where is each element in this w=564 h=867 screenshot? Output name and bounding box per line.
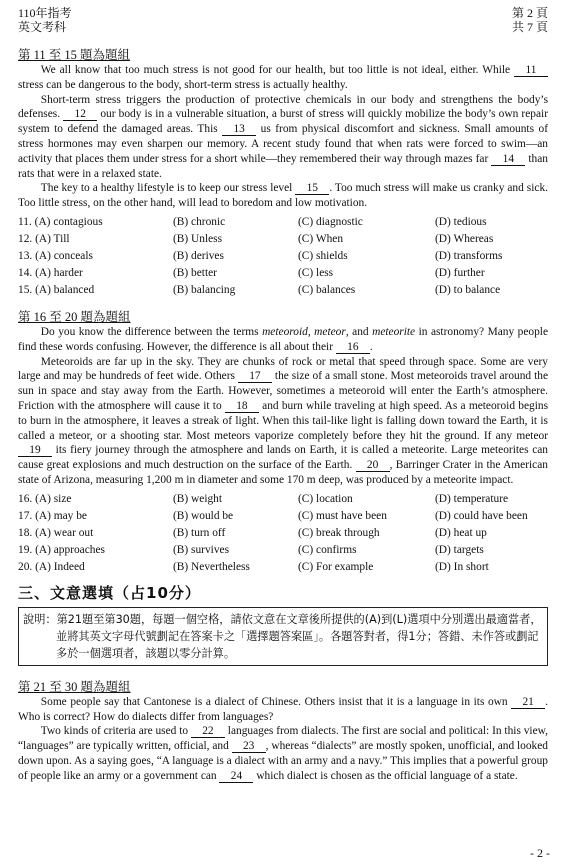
exam-year: 110年指考 (18, 6, 72, 20)
section-title: 三、文意選填（占10分） (18, 583, 201, 602)
option: (D) could have been (435, 509, 528, 522)
option: (B) turn off (173, 526, 226, 539)
option: (C) less (298, 266, 334, 279)
blank-17: 17 (238, 370, 272, 383)
exam-subject: 英文考科 (18, 20, 67, 34)
option-row-12 (18, 231, 548, 248)
option: (B) Unless (173, 232, 223, 245)
page-number: - 2 - (530, 846, 550, 860)
option: 20. (A) Indeed (18, 560, 85, 573)
option: (D) temperature (435, 492, 509, 505)
blank-22: 22 (191, 725, 225, 738)
blank-23: 23 (232, 740, 266, 753)
option: (C) diagnostic (298, 215, 363, 228)
page-total: 共 7 頁 (511, 20, 548, 34)
instruction-text: 第21題至第30題，每題一個空格，請依文意在文章後所提供的(A)到(L)選項中分別選出最適當者，並將其英文字母代號劃記在答案卡之「選擇題答案區」。各題答對者，得1分；答錯、未作答或劃記多於一個選項者，該題以零分計算。 (56, 612, 542, 660)
blank-13: 13 (222, 123, 256, 136)
option-row-11 (18, 214, 548, 231)
blank-18: 18 (225, 400, 259, 413)
option: (D) to balance (435, 283, 501, 296)
option: (B) weight (173, 492, 223, 505)
page-indicator: 第 2 頁 (511, 6, 548, 20)
option: (D) heat up (435, 526, 487, 539)
group-title-21-30: 第 21 至 30 題為題組 (18, 679, 131, 694)
option: 13. (A) conceals (18, 249, 93, 262)
blank-21: 21 (511, 696, 545, 709)
instruction-box (18, 607, 548, 666)
option-row-16 (18, 491, 548, 508)
option: (B) better (173, 266, 217, 279)
option: (D) transforms (435, 249, 503, 262)
option-row-15 (18, 282, 548, 299)
blank-14: 14 (491, 153, 525, 166)
passage-paragraph: We all know that too much stress is not good for our health, but too little is not ideal, either. While 11 stress can be dangerous to the body, short-term stress is actually healthy. (18, 63, 548, 93)
option: (C) shields (298, 249, 348, 262)
option: (D) further (435, 266, 485, 279)
option: (C) When (298, 232, 344, 245)
page-header (18, 6, 548, 34)
option-row-20 (18, 559, 548, 576)
option: 14. (A) harder (18, 266, 83, 279)
option: (B) Nevertheless (173, 560, 250, 573)
option: 12. (A) Till (18, 232, 70, 245)
passage-paragraph: Some people say that Cantonese is a dialect of Chinese. Others insist that it is a language in its own 21 . Who is correct? How do dialects differ from languages? (18, 695, 548, 723)
option: (C) balances (298, 283, 356, 296)
group-title-11-15: 第 11 至 15 題為題組 (18, 48, 131, 62)
instruction-label: 說明： (23, 612, 57, 626)
blank-15: 15 (295, 182, 329, 195)
blank-16: 16 (336, 341, 370, 354)
blank-11: 11 (514, 64, 548, 77)
passage-paragraph: Short-term stress triggers the production of protective chemicals in our body and strengthens the body’s defenses. 12 our body is in a vulnerable situation, a burst of stress will quickly mobilize the body’s own repair system to defend the damaged areas. This 13 us from physical discomfort and sickness. Small amounts of stress hormones may even sharpen our memory. A recent study found that when rats were forced to swim—an activity that places them under stress for a short while—they remembered their way through mazes far 14 than rats that were in a relaxed state. (18, 93, 548, 180)
passage-paragraph: Two kinds of criteria are used to 22 languages from dialects. The first are social and political: In this view, “languages” are typically written, official, and 23 , whereas “dialects” are mostly spoken, unofficial, and looked down upon. As a saying goes, “A language is a dialect with an army and a navy.” This implies that a powerful group of people like an army or a government can 24 which dialect is chosen as the official language of a state. (18, 725, 549, 782)
option: 11. (A) contagious (18, 215, 103, 228)
option: (C) location (298, 492, 353, 505)
option: (D) Whereas (435, 232, 494, 245)
option: (D) tedious (435, 215, 487, 228)
blank-19: 19 (18, 444, 52, 457)
option: 18. (A) wear out (18, 526, 94, 539)
passage-paragraph: Do you know the difference between the terms meteoroid, meteor, and meteorite in astronomy? Many people find these words confusing. However, the difference is all about their 16 . (18, 325, 548, 353)
option-row-17 (18, 508, 548, 525)
option: (C) confirms (298, 543, 357, 556)
passage-paragraph: Meteoroids are far up in the sky. They are chunks of rock or metal that speed through space. Some are very large and may be hundreds of feet wide. Others 17 the size of a small stone. Most meteoroids travel around the sun in space and stay away from the Earth. However, sometimes a meteoroid will enter the Earth’s atmosphere. Friction with the atmosphere will cause it to 18 and burn while traveling at high speed. As a meteoroid begins to burn in the atmosphere, it leaves a streak of light. When this tail-like light is falling down toward the Earth, it is called a meteor, or a shooting star. Most meteors vaporize completely before they hit the ground. If any meteor 19 its fiery journey through the atmosphere and lands on Earth, it is called a meteorite. Large meteorites can cause great explosions and much destruction on the surface of the Earth. 20 , Barringer Crater in the American state of Arizona, measuring 1,200 m in diameter and some 170 m deep, was produced by a meteorite impact. (18, 355, 549, 486)
option: 15. (A) balanced (18, 283, 95, 296)
option-row-13 (18, 248, 548, 265)
option: (C) break through (298, 526, 380, 539)
options-11-15 (18, 214, 548, 299)
option-row-14 (18, 265, 548, 282)
option: (B) survives (173, 543, 229, 556)
option-row-19 (18, 542, 548, 559)
option: (B) would be (173, 509, 234, 522)
blank-20: 20 (356, 459, 390, 472)
options-16-20 (18, 491, 548, 576)
option: (C) For example (298, 560, 374, 573)
option: (B) chronic (173, 215, 226, 228)
option: (B) balancing (173, 283, 236, 296)
blank-12: 12 (63, 108, 97, 121)
group-title-16-20: 第 16 至 20 題為題組 (18, 309, 131, 324)
option: (D) targets (435, 543, 484, 556)
option: 17. (A) may be (18, 509, 87, 522)
option: (D) In short (435, 560, 489, 573)
exam-page (18, 6, 548, 784)
option: (C) must have been (298, 509, 387, 522)
blank-24: 24 (219, 770, 253, 783)
option: 19. (A) approaches (18, 543, 105, 556)
option: (B) derives (173, 249, 224, 262)
passage-paragraph: The key to a healthy lifestyle is to keep our stress level 15 . Too much stress will make us cranky and sick. Too little stress, on the other hand, will lead to boredom and low motivation. (18, 182, 548, 210)
option: 16. (A) size (18, 492, 72, 505)
option-row-18 (18, 525, 548, 542)
